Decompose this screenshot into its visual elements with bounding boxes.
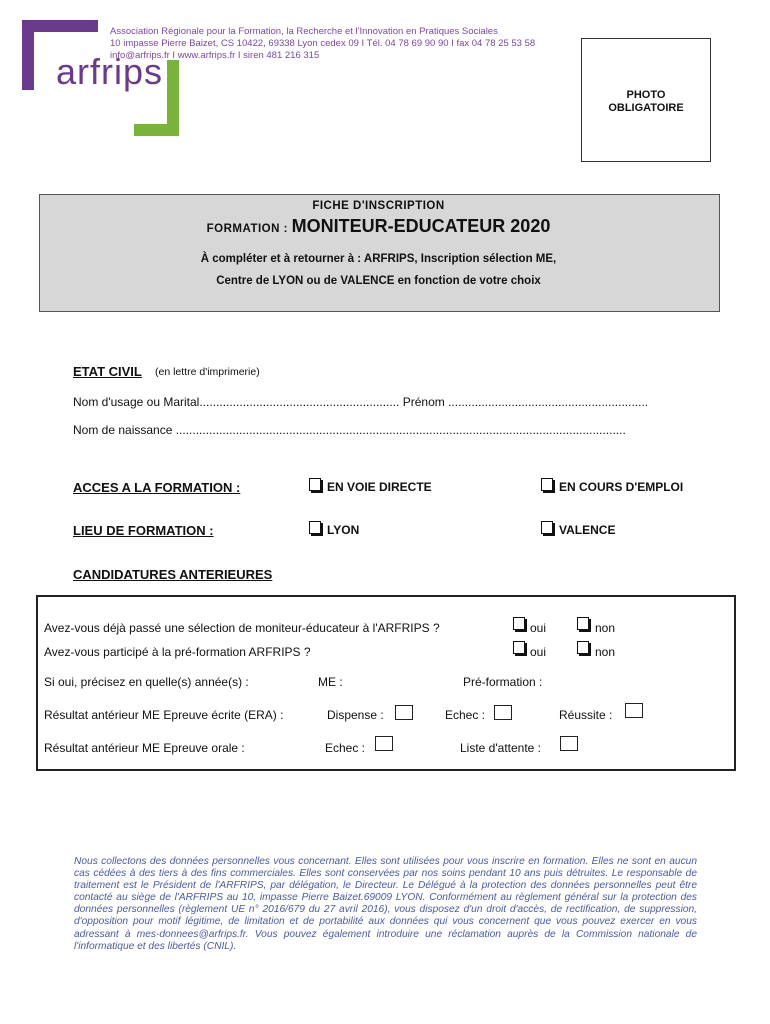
orale-echec-checkbox[interactable]	[375, 736, 393, 751]
dispense-label: Dispense :	[327, 708, 384, 722]
formation-title	[39, 216, 718, 237]
cours-emploi-checkbox[interactable]	[541, 478, 553, 491]
dispense-checkbox[interactable]	[395, 705, 413, 720]
q2-non-label: non	[595, 645, 616, 659]
etat-civil-note: (en lettre d'imprimerie)	[155, 366, 260, 378]
formation-prefix: FORMATION :	[206, 223, 292, 235]
me-year-label: ME :	[318, 675, 343, 689]
orale-label: Résultat antérieur ME Epreuve orale :	[44, 741, 245, 755]
era-echec-label: Echec :	[445, 708, 486, 722]
org-name: Association Régionale pour la Formation, la Recherche et l'Innovation en Pratiques Sociales	[110, 26, 498, 37]
gdpr-notice: Nous collectons des données personnelles vous concernant. Elles sont utilisées pour vous inscrire en formation. Elles ne sont en aucun cas cédées à des tiers à des fins commerciales. Elles sont conservées par nos soins pendant 10 ans puis détruites. Le responsable de traitement est le Président de l'ARFRIPS, par délégation, le Directeur. Le Délégué à la protection des données personnelles peut être contacté au siège de l'ARFRIPS au 10, impasse Pierre Baizet.69009 LYON. Conformément au règlement général sur la protection des données personnelles (règlement UE n° 2016/679 du 27 avril 2016), vous disposez d'un droit d'accès, de rectification, de suppression, d'opposition pour motif légitime, de limitation et de portabilité aux données qui vous concernent que vous pouvez exercer en vous adressant à mes-donnees@arfrips.fr. Vous pouvez également introduire une réclamation auprès de la Commission nationale de l'informatique et des libertés (CNIL).	[74, 856, 697, 952]
org-contact: info@arfrips.fr I www.arfrips.fr I siren 481 216 315	[110, 50, 320, 61]
era-label: Résultat antérieur ME Epreuve écrite (ERA) :	[44, 708, 284, 722]
cours-emploi-label: EN COURS D'EMPLOI	[559, 480, 684, 494]
lyon-label: LYON	[327, 523, 360, 537]
attente-label: Liste d'attente :	[460, 741, 542, 755]
candidatures-title: CANDIDATURES ANTERIEURES	[73, 567, 273, 582]
orale-echec-label: Echec :	[325, 741, 366, 755]
years-label: Si oui, précisez en quelle(s) année(s) :	[44, 675, 249, 689]
preformation-year-label: Pré-formation :	[463, 675, 543, 689]
birth-name-line[interactable]: Nom de naissance .......................................................................................................................................	[73, 423, 626, 437]
q2-non-checkbox[interactable]	[577, 641, 589, 654]
etat-civil-title: ETAT CIVIL	[73, 364, 142, 379]
q2-oui-checkbox[interactable]	[513, 641, 525, 654]
voie-directe-checkbox[interactable]	[309, 478, 321, 491]
formation-name: MONITEUR-EDUCATEUR 2020	[291, 216, 551, 236]
question-preformation: Avez-vous participé à la pré-formation ARFRIPS ?	[44, 645, 311, 659]
reussite-label: Réussite :	[559, 708, 613, 722]
attente-checkbox[interactable]	[560, 736, 578, 751]
q1-oui-label: oui	[530, 621, 547, 635]
reussite-checkbox[interactable]	[625, 703, 643, 718]
photo-required-label: OBLIGATOIRE	[608, 102, 684, 114]
q1-non-label: non	[595, 621, 616, 635]
name-prenom-line[interactable]: Nom d'usage ou Marital............................................................ Prénom ............................................................	[73, 395, 649, 409]
photo-label: PHOTO	[626, 89, 666, 101]
lyon-checkbox[interactable]	[309, 521, 321, 534]
q1-oui-checkbox[interactable]	[513, 617, 525, 630]
q1-non-checkbox[interactable]	[577, 617, 589, 630]
lieu-title: LIEU DE FORMATION :	[73, 523, 214, 538]
return-instructions: À compléter et à retourner à : ARFRIPS, Inscription sélection ME,	[200, 253, 557, 265]
acces-title: ACCES A LA FORMATION :	[73, 480, 241, 495]
q2-oui-label: oui	[530, 645, 547, 659]
photo-placeholder	[581, 38, 711, 162]
valence-checkbox[interactable]	[541, 521, 553, 534]
logo-wordmark: arfrips	[56, 51, 164, 92]
org-address: 10 impasse Pierre Baizet, CS 10422, 69338 Lyon cedex 09 I Tél. 04 78 69 90 90 I fax 04 78 25 53 58	[110, 38, 536, 49]
center-instructions: Centre de LYON ou de VALENCE en fonction de votre choix	[216, 275, 541, 287]
question-selection: Avez-vous déjà passé une sélection de moniteur-éducateur à l'ARFRIPS ?	[44, 621, 440, 635]
valence-label: VALENCE	[559, 523, 616, 537]
fiche-title: FICHE D'INSCRIPTION	[312, 200, 445, 212]
era-echec-checkbox[interactable]	[494, 705, 512, 720]
voie-directe-label: EN VOIE DIRECTE	[327, 480, 432, 494]
